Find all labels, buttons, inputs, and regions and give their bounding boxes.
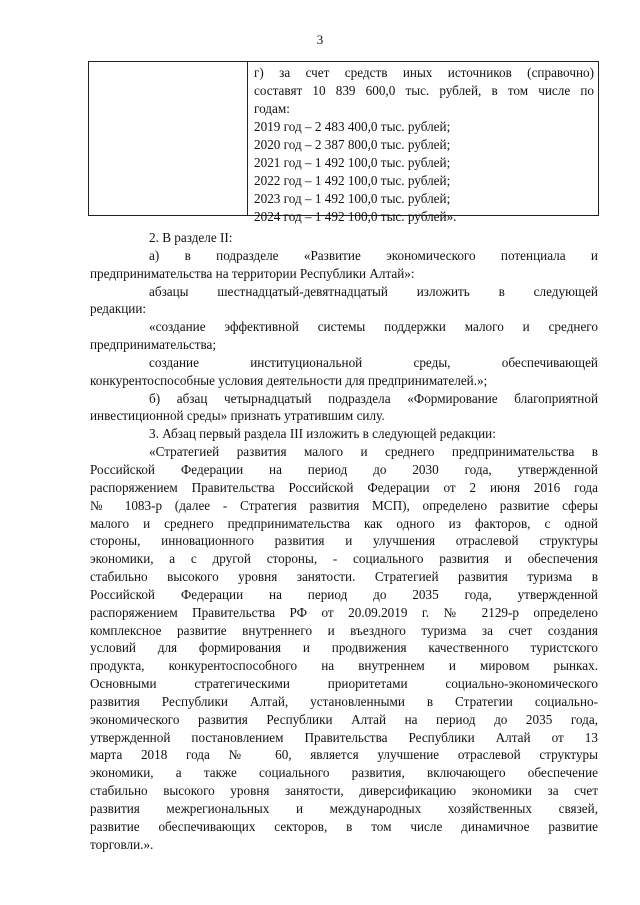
paragraph-line: стабильно высокого уровня занятости, диверсификацию экономики за счет <box>90 783 598 799</box>
funding-table <box>88 61 599 224</box>
paragraph-line: Основными стратегическими приоритетами социально-экономического <box>90 676 598 692</box>
paragraph-line: комплексное развитие внутреннего и въездного туризма за счет создания <box>90 622 598 638</box>
document-body <box>90 229 598 854</box>
paragraph-line: Российской Федерации на период до 2035 года, утвержденной <box>90 586 598 602</box>
paragraph-line: развития межрегиональных и международных хозяйственных связей, <box>90 801 598 816</box>
paragraph-line: а) в подразделе «Развитие экономического потенциала и <box>149 247 598 263</box>
table-year-line: 2021 год – 1 492 100,0 тыс. рублей; <box>254 155 451 170</box>
paragraph-line: б) абзац четырнадцатый подраздела «Формирование благоприятной <box>149 390 598 406</box>
paragraph-line: Российской Федерации на период до 2030 года, утвержденной <box>90 461 598 477</box>
table-text-line: составят 10 839 600,0 тыс. рублей, в том числе по <box>254 83 594 98</box>
paragraph-line: экономики, а также социального развития, включающего обеспечение <box>90 765 598 781</box>
paragraph-line: предпринимательства на территории Республики Алтай»: <box>90 265 415 281</box>
paragraph-line: условий для формирования и продвижения качественного туристского <box>90 640 598 656</box>
paragraph-line: развитие обеспечивающих секторов, в том числе динамичное развитие <box>90 818 598 834</box>
paragraph-line: торговли.». <box>90 836 154 852</box>
paragraph-line: утвержденной постановлением Правительства Республики Алтай от 13 <box>90 729 598 745</box>
table-cell-funding <box>248 62 598 224</box>
paragraph-line: «создание эффективной системы поддержки малого и среднего <box>149 319 598 335</box>
table-text-line: г) за счет средств иных источников (справочно) <box>254 65 594 80</box>
paragraph-line: редакции: <box>90 301 147 317</box>
table-year-line: 2024 год – 1 492 100,0 тыс. рублей». <box>254 209 457 224</box>
paragraph-line: стороны, инновационного развития и улучшения отраслевой структуры <box>90 533 598 549</box>
table-year-line: 2019 год – 2 483 400,0 тыс. рублей; <box>254 119 451 134</box>
paragraph-line: развития Республики Алтай, установленными в Стратегии социально- <box>90 693 598 709</box>
paragraph-line: марта 2018 года № 60, является улучшение отраслевой структуры <box>90 747 598 763</box>
paragraph-line: экономического развития Республики Алтай на период до 2035 года, <box>90 711 598 727</box>
page-number: 3 <box>316 32 324 47</box>
table-year-line: 2022 год – 1 492 100,0 тыс. рублей; <box>254 173 451 188</box>
section-heading: 3. Абзац первый раздела III изложить в следующей редакции: <box>149 426 496 442</box>
table-cell-empty <box>89 62 248 215</box>
paragraph-line: экономики, а с другой стороны, - социального развития и обеспечения <box>90 551 598 567</box>
paragraph-line: продукта, конкурентоспособного на внутреннем и мировом рынках. <box>90 658 598 674</box>
paragraph-line: «Стратегией развития малого и среднего предпринимательства в <box>149 444 598 460</box>
section-heading: 2. В разделе II: <box>149 230 233 245</box>
paragraph-line: конкурентоспособные условия деятельности для предпринимателей.»; <box>90 372 488 388</box>
paragraph-line: № 1083-р (далее - Стратегия развития МСП), определено развитие сферы <box>90 497 598 513</box>
paragraph-line: инвестиционной среды» признать утратившим силу. <box>90 408 385 424</box>
paragraph-line: распоряжением Правительства Российской Федерации от 2 июня 2016 года <box>90 479 598 495</box>
table-year-line: 2023 год – 1 492 100,0 тыс. рублей; <box>254 191 451 206</box>
paragraph-line: малого и среднего предпринимательства как одного из факторов, с одной <box>90 515 598 531</box>
paragraph-line: создание институциональной среды, обеспечивающей <box>149 354 598 370</box>
paragraph-line: распоряжением Правительства РФ от 20.09.2019 г. № 2129-р определено <box>90 604 598 620</box>
paragraph-line: предпринимательства; <box>90 337 217 353</box>
paragraph-line: стабильно высокого уровня занятости. Стратегией развития туризма в <box>90 569 598 585</box>
table-year-line: 2020 год – 2 387 800,0 тыс. рублей; <box>254 137 451 152</box>
paragraph-line: абзацы шестнадцатый-девятнадцатый изложить в следующей <box>149 283 598 299</box>
table-text-line: годам: <box>254 101 290 116</box>
